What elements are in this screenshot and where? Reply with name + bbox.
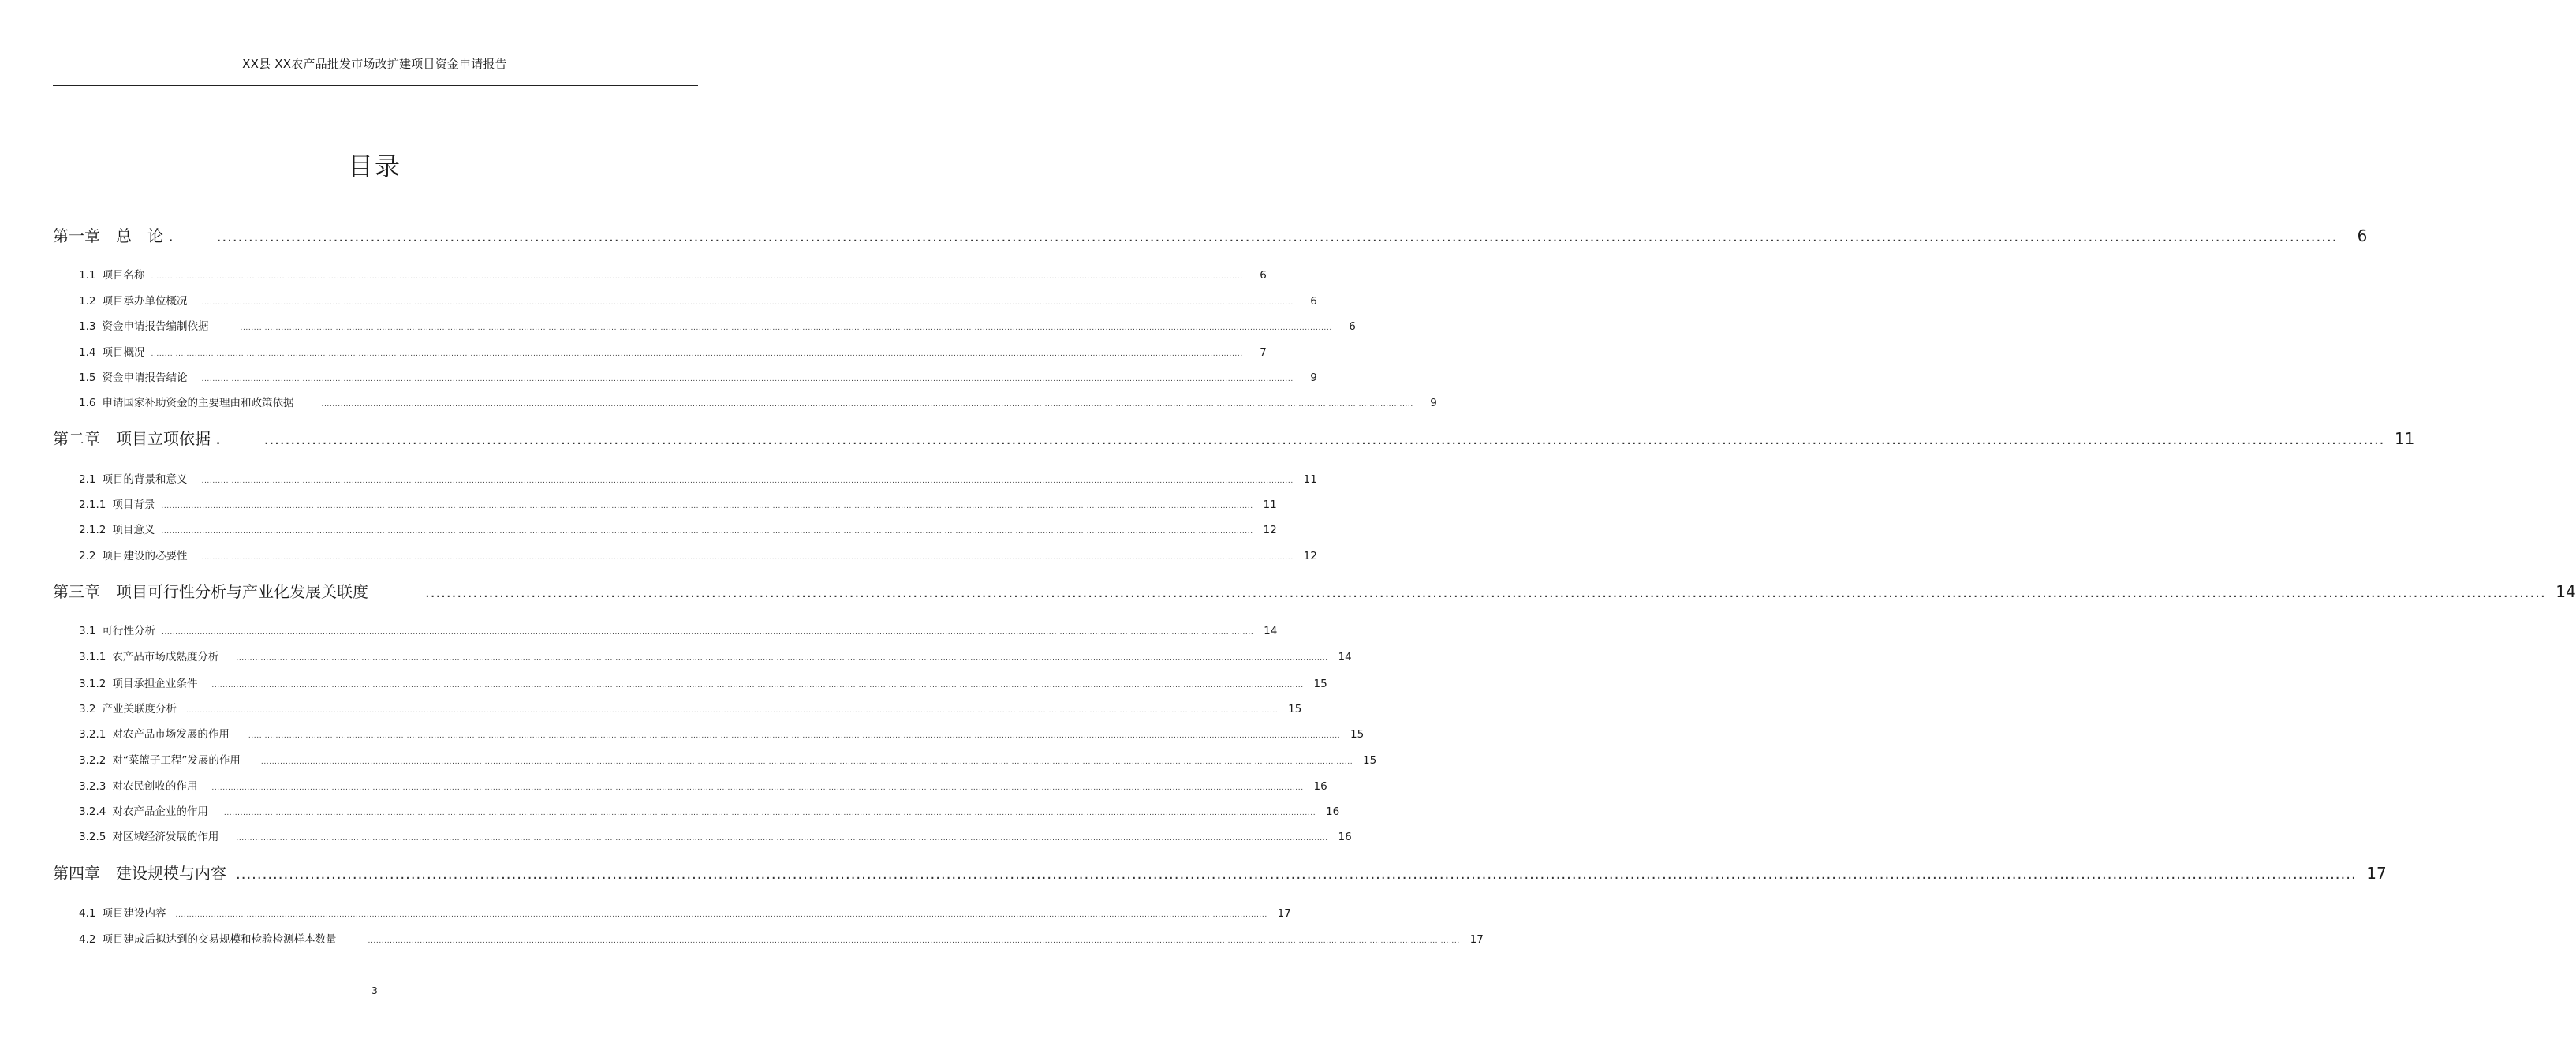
toc-entry-page: 14 [2555,582,2576,601]
toc-entry-text: 可行性分析 [102,625,155,637]
toc-section-entry[interactable] [79,547,1317,564]
dot-leader: ................................................................................................................................................................................................................................................................................................................................................................................................................ [263,431,2385,448]
toc-entry-label [79,904,166,920]
toc-entry-label [79,828,218,843]
toc-entry-label [53,223,174,246]
toc-entry-number: 3.1.1 [79,651,106,663]
toc-entry-text: 对“菜篮子工程”发展的作用 [112,754,241,767]
dot-leader: ................................................................................................................................................................................................................................................................................................................................................................................................................ [161,528,1253,536]
toc-entry-number: 2.1.1 [79,499,106,511]
toc-section-entry[interactable] [79,674,1327,692]
toc-entry-page: 15 [1350,728,1365,741]
running-header-title: XX县 XX农产品批发市场改扩建项目资金申请报告 [242,57,507,71]
toc-entry-label [79,521,155,536]
toc-entry-number: 3.1.2 [79,678,106,690]
dot-leader: ................................................................................................................................................................................................................................................................................................................................................................................................................ [211,682,1304,689]
toc-entry-label [79,317,208,333]
toc-entry-text: 农产品市场成熟度分析 [112,651,219,663]
dot-leader: ................................................................................................................................................................................................................................................................................................................................................................................................................ [236,835,1328,842]
toc-entry-number: 3.2 [79,703,96,715]
toc-entry-page: 16 [1313,780,1327,793]
toc-entry-number: 第二章 [53,429,100,448]
dot-leader: ................................................................................................................................................................................................................................................................................................................................................................................................................ [223,809,1316,817]
toc-entry-page: 6 [1349,320,1356,333]
toc-chapter-entry[interactable] [53,223,2368,247]
toc-entry-text: 对农产品市场发展的作用 [112,728,230,741]
toc-entry-text: 资金申请报告结论 [102,372,188,384]
toc-entry-number: 第一章 [53,226,100,245]
toc-entry-number: 3.2.5 [79,831,106,843]
toc-entry-label [79,725,230,741]
toc-entry-page: 6 [2357,226,2368,245]
dot-leader: ................................................................................................................................................................................................................................................................................................................................................................................................................ [151,273,1243,281]
toc-entry-label [53,426,221,449]
toc-entry-text: 项目意义 [112,524,155,536]
toc-entry-text: 项目可行性分析与产业化发展关联度 [116,582,368,601]
dot-leader: ................................................................................................................................................................................................................................................................................................................................................................................................................ [201,375,1294,383]
toc-entry-number: 3.1 [79,625,96,637]
toc-entry-page: 15 [1313,678,1327,690]
dot-leader: ................................................................................................................................................................................................................................................................................................................................................................................................................ [425,585,2546,601]
toc-entry-text: 对农产品企业的作用 [112,805,208,818]
toc-entry-number: 第四章 [53,864,100,883]
toc-chapter-entry[interactable] [53,861,2387,884]
toc-entry-text: 申请国家补助资金的主要理由和政策依据 [102,397,294,409]
toc-entry-label [79,470,187,486]
toc-title: 目录 [347,151,401,181]
toc-entry-number: 1.5 [79,372,96,384]
toc-entry-text: 项目立项依据 . [116,429,221,448]
dot-leader: ................................................................................................................................................................................................................................................................................................................................................................................................................ [201,299,1294,307]
header-divider [53,85,698,86]
toc-section-entry[interactable] [79,828,1352,845]
toc-entry-text: 建设规模与内容 [116,864,226,883]
toc-entry-number: 3.2.3 [79,780,106,793]
toc-entry-label [79,292,187,308]
toc-section-entry[interactable] [79,700,1302,717]
toc-entry-page: 15 [1288,703,1302,715]
dot-leader: ................................................................................................................................................................................................................................................................................................................................................................................................................ [248,732,1341,740]
toc-entry-number: 1.1 [79,269,96,282]
dot-leader: ................................................................................................................................................................................................................................................................................................................................................................................................................ [211,784,1304,792]
toc-entry-label [53,861,226,884]
toc-entry-page: 9 [1430,397,1437,409]
toc-entry-page: 17 [2366,864,2387,883]
toc-entry-page: 6 [1310,295,1317,308]
toc-section-entry[interactable] [79,394,1437,411]
toc-entry-number: 4.2 [79,933,96,946]
toc-entry-label [79,674,197,690]
toc-section-entry[interactable] [79,495,1277,513]
dot-leader: ................................................................................................................................................................................................................................................................................................................................................................................................................ [201,477,1294,485]
toc-entry-label [79,343,144,359]
toc-section-entry[interactable] [79,622,1278,639]
toc-entry-number: 3.2.1 [79,728,106,741]
toc-section-entry[interactable] [79,317,1356,334]
toc-entry-page: 7 [1260,346,1267,359]
toc-entry-text: 总 论 . [116,226,174,245]
toc-entry-number: 1.4 [79,346,96,359]
toc-entry-number: 4.1 [79,907,96,920]
toc-entry-number: 2.2 [79,550,96,562]
toc-section-entry[interactable] [79,777,1327,794]
toc-entry-label [79,700,177,715]
toc-section-entry[interactable] [79,368,1317,386]
dot-leader: ................................................................................................................................................................................................................................................................................................................................................................................................................ [368,937,1460,945]
toc-entry-label [79,777,197,793]
toc-section-entry[interactable] [79,648,1352,665]
dot-leader: ................................................................................................................................................................................................................................................................................................................................................................................................................ [161,502,1253,510]
toc-entry-number: 3.2.2 [79,754,106,767]
dot-leader: ................................................................................................................................................................................................................................................................................................................................................................................................................ [216,229,2338,245]
toc-entry-text: 项目名称 [102,269,145,282]
toc-entry-text: 项目背景 [112,499,155,511]
toc-section-entry[interactable] [79,930,1484,947]
toc-entry-text: 资金申请报告编制依据 [102,320,209,333]
toc-entry-text: 项目建设的必要性 [102,550,188,562]
toc-entry-page: 16 [1338,831,1352,843]
toc-entry-page: 9 [1310,372,1317,384]
toc-entry-number: 1.3 [79,320,96,333]
toc-entry-label [79,930,336,946]
toc-entry-number: 第三章 [53,582,100,601]
dot-leader: ................................................................................................................................................................................................................................................................................................................................................................................................................ [161,629,1254,637]
dot-leader: ................................................................................................................................................................................................................................................................................................................................................................................................................ [185,707,1279,715]
toc-entry-label [79,394,293,409]
toc-entry-label [79,495,155,511]
toc-chapter-entry[interactable] [53,579,2576,603]
toc-entry-label [79,622,155,637]
toc-entry-page: 12 [1303,550,1317,562]
toc-entry-page: 17 [1469,933,1484,946]
toc-entry-page: 11 [1303,473,1317,486]
toc-section-entry[interactable] [79,266,1267,283]
toc-entry-text: 项目建设内容 [102,907,166,920]
toc-entry-label [79,368,187,384]
toc-entry-number: 3.2.4 [79,805,106,818]
toc-entry-page: 6 [1260,269,1267,282]
toc-entry-text: 项目概况 [102,346,145,359]
toc-entry-page: 16 [1326,805,1340,818]
toc-entry-text: 对区域经济发展的作用 [112,831,219,843]
toc-entry-page: 17 [1277,907,1291,920]
toc-entry-label [79,751,241,767]
toc-section-entry[interactable] [79,725,1365,742]
page-number: 3 [371,985,378,996]
toc-entry-number: 1.6 [79,397,96,409]
dot-leader: ................................................................................................................................................................................................................................................................................................................................................................................................................ [236,866,2357,883]
dot-leader: ................................................................................................................................................................................................................................................................................................................................................................................................................ [321,401,1413,409]
toc-entry-text: 项目的背景和意义 [102,473,188,486]
dot-leader: ................................................................................................................................................................................................................................................................................................................................................................................................................ [151,350,1243,358]
toc-entry-page: 15 [1363,754,1377,767]
dot-leader: ................................................................................................................................................................................................................................................................................................................................................................................................................ [236,655,1328,663]
dot-leader: ................................................................................................................................................................................................................................................................................................................................................................................................................ [260,758,1353,766]
toc-section-entry[interactable] [79,521,1277,538]
toc-entry-page: 14 [1338,651,1352,663]
dot-leader: ................................................................................................................................................................................................................................................................................................................................................................................................................ [240,324,1332,332]
toc-entry-page: 11 [2394,429,2415,448]
toc-entry-number: 1.2 [79,295,96,308]
toc-entry-page: 14 [1264,625,1278,637]
toc-entry-text: 对农民创收的作用 [112,780,198,793]
toc-entry-text: 项目建成后拟达到的交易规模和检验检测样本数量 [102,933,337,946]
toc-chapter-entry[interactable] [53,426,2415,450]
toc-entry-text: 产业关联度分析 [102,703,177,715]
toc-section-entry[interactable] [79,751,1377,768]
toc-section-entry[interactable] [79,904,1291,921]
toc-entry-page: 12 [1263,524,1277,536]
toc-entry-page: 11 [1263,499,1277,511]
toc-entry-label [79,266,144,282]
toc-entry-text: 项目承办单位概况 [102,295,188,308]
toc-section-entry[interactable] [79,343,1267,361]
toc-entry-label [79,802,208,818]
toc-entry-text: 项目承担企业条件 [112,678,198,690]
toc-entry-label [79,547,187,562]
toc-section-entry[interactable] [79,292,1317,309]
toc-entry-label [53,579,368,602]
toc-entry-number: 2.1 [79,473,96,486]
toc-entry-number: 2.1.2 [79,524,106,536]
toc-section-entry[interactable] [79,802,1340,820]
dot-leader: ................................................................................................................................................................................................................................................................................................................................................................................................................ [175,911,1267,919]
toc-entry-label [79,648,218,663]
toc-section-entry[interactable] [79,470,1317,488]
dot-leader: ................................................................................................................................................................................................................................................................................................................................................................................................................ [201,554,1294,562]
